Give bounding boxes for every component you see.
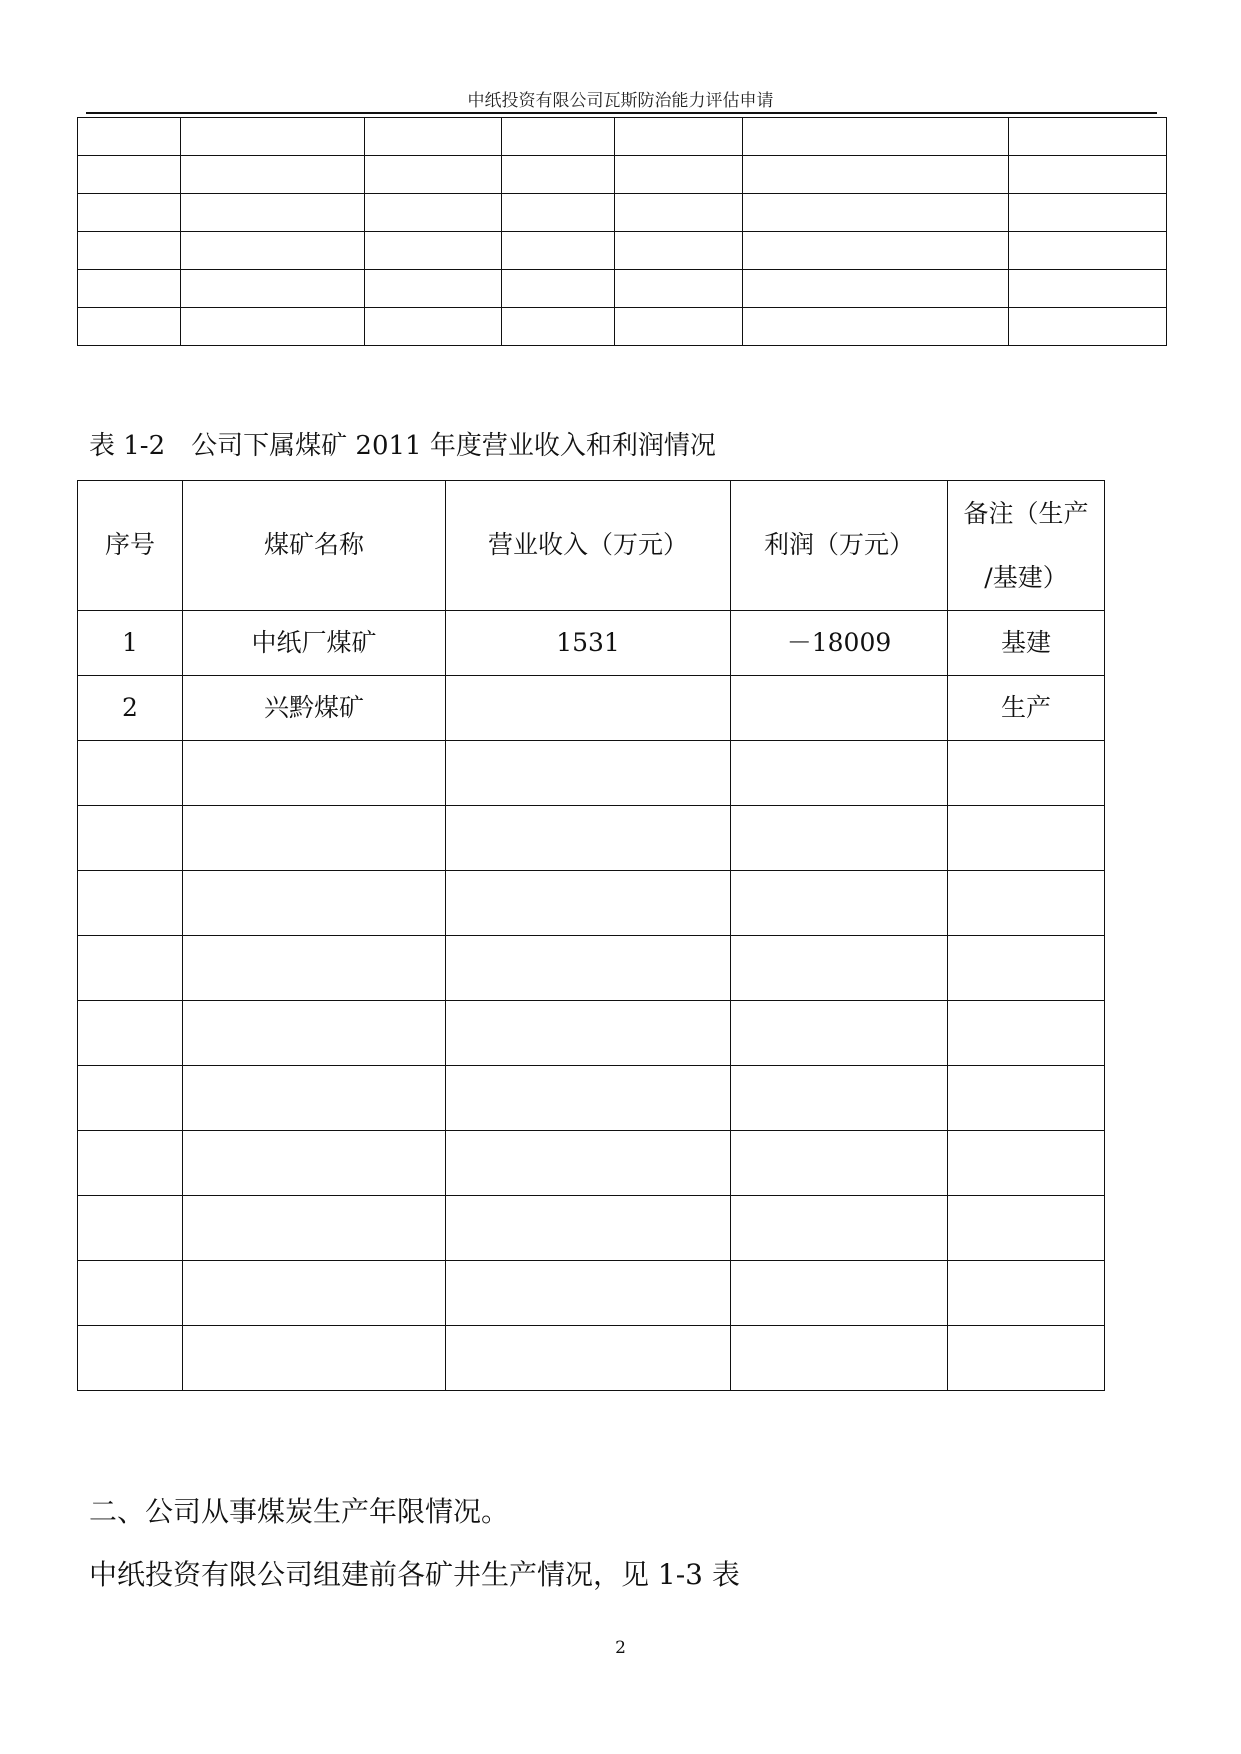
- empty-table-row: [78, 1001, 1105, 1066]
- table-row: [78, 611, 1105, 676]
- empty-cell: [183, 741, 446, 806]
- empty-cell: [731, 1066, 948, 1131]
- empty-cell: [615, 194, 743, 232]
- table-row: [78, 676, 1105, 741]
- empty-cell: [183, 1001, 446, 1066]
- empty-cell: [78, 118, 181, 156]
- empty-cell: [948, 1131, 1105, 1196]
- empty-cell: [78, 806, 183, 871]
- header-remark-line2: /基建）: [984, 562, 1068, 592]
- empty-table-row: [78, 1326, 1105, 1391]
- cell-profit: －18009: [731, 611, 948, 676]
- empty-cell: [731, 741, 948, 806]
- cell-remark: 生产: [948, 676, 1105, 741]
- cell-index: 2: [78, 676, 183, 741]
- empty-cell: [948, 741, 1105, 806]
- empty-cell: [78, 1196, 183, 1261]
- empty-table-row: [78, 308, 1167, 346]
- empty-cell: [183, 1326, 446, 1391]
- empty-cell: [183, 806, 446, 871]
- empty-cell: [948, 871, 1105, 936]
- empty-cell: [365, 270, 502, 308]
- empty-cell: [731, 806, 948, 871]
- empty-cell: [502, 118, 615, 156]
- empty-cell: [181, 270, 365, 308]
- header-profit: 利润（万元）: [731, 481, 948, 611]
- cell-profit: [731, 676, 948, 741]
- empty-cell: [183, 1196, 446, 1261]
- empty-cell: [78, 156, 181, 194]
- page-number: 2: [615, 1638, 626, 1658]
- empty-cell: [743, 194, 1009, 232]
- empty-cell: [948, 1326, 1105, 1391]
- revenue-profit-table: [77, 480, 1105, 1391]
- empty-table-row: [78, 270, 1167, 308]
- empty-cell: [446, 1261, 731, 1326]
- empty-cell: [1009, 194, 1167, 232]
- empty-cell: [731, 1196, 948, 1261]
- empty-cell: [731, 1261, 948, 1326]
- empty-cell: [743, 232, 1009, 270]
- page-header-title: 中纸投资有限公司瓦斯防治能力评估申请: [467, 91, 774, 111]
- empty-cell: [743, 308, 1009, 346]
- header-remark: [948, 481, 1105, 611]
- empty-cell: [78, 232, 181, 270]
- table-header-row: [78, 481, 1105, 611]
- empty-table-row: [78, 1131, 1105, 1196]
- empty-cell: [446, 1326, 731, 1391]
- empty-cell: [743, 156, 1009, 194]
- empty-cell: [78, 871, 183, 936]
- empty-cell: [78, 308, 181, 346]
- cell-mine-name: 中纸厂煤矿: [183, 611, 446, 676]
- empty-cell: [502, 194, 615, 232]
- empty-cell: [1009, 308, 1167, 346]
- empty-cell: [183, 936, 446, 1001]
- empty-cell: [78, 1131, 183, 1196]
- empty-cell: [183, 1131, 446, 1196]
- empty-cell: [183, 871, 446, 936]
- table-caption: 表 1-2 公司下属煤矿 2011 年度营业收入和利润情况: [89, 431, 716, 461]
- empty-table-row: [78, 1066, 1105, 1131]
- empty-cell: [181, 118, 365, 156]
- empty-cell: [78, 270, 181, 308]
- empty-cell: [183, 1261, 446, 1326]
- empty-table-row: [78, 156, 1167, 194]
- empty-table-row: [78, 1261, 1105, 1326]
- empty-cell: [78, 1066, 183, 1131]
- empty-cell: [948, 1261, 1105, 1326]
- empty-cell: [615, 270, 743, 308]
- header-mine-name: 煤矿名称: [183, 481, 446, 611]
- empty-cell: [1009, 156, 1167, 194]
- empty-cell: [731, 936, 948, 1001]
- empty-cell: [78, 936, 183, 1001]
- empty-cell: [502, 270, 615, 308]
- empty-cell: [743, 118, 1009, 156]
- empty-cell: [948, 936, 1105, 1001]
- empty-cell: [948, 1001, 1105, 1066]
- empty-table-row: [78, 232, 1167, 270]
- empty-cell: [446, 1001, 731, 1066]
- header-index: 序号: [78, 481, 183, 611]
- empty-cell: [78, 741, 183, 806]
- empty-cell: [181, 156, 365, 194]
- empty-cell: [365, 194, 502, 232]
- cell-index: 1: [78, 611, 183, 676]
- cell-revenue: 1531: [446, 611, 731, 676]
- cell-revenue: [446, 676, 731, 741]
- empty-cell: [78, 194, 181, 232]
- empty-cell: [1009, 270, 1167, 308]
- empty-table-row: [78, 806, 1105, 871]
- empty-cell: [615, 118, 743, 156]
- empty-cell: [446, 1131, 731, 1196]
- empty-cell: [615, 308, 743, 346]
- empty-cell: [502, 156, 615, 194]
- empty-table-row: [78, 741, 1105, 806]
- empty-cell: [948, 806, 1105, 871]
- empty-cell: [183, 1066, 446, 1131]
- empty-table-row: [78, 194, 1167, 232]
- section-paragraph: 中纸投资有限公司组建前各矿井生产情况，见 1-3 表: [89, 1558, 740, 1591]
- empty-cell: [365, 308, 502, 346]
- empty-cell: [948, 1066, 1105, 1131]
- empty-cell: [1009, 232, 1167, 270]
- empty-cell: [731, 1326, 948, 1391]
- continued-table: [77, 117, 1167, 346]
- empty-cell: [743, 270, 1009, 308]
- empty-cell: [502, 232, 615, 270]
- cell-mine-name: 兴黔煤矿: [183, 676, 446, 741]
- empty-cell: [1009, 118, 1167, 156]
- empty-cell: [446, 1196, 731, 1261]
- empty-cell: [181, 232, 365, 270]
- empty-cell: [365, 232, 502, 270]
- empty-cell: [615, 232, 743, 270]
- section-heading: 二、公司从事煤炭生产年限情况。: [89, 1495, 510, 1528]
- empty-cell: [365, 118, 502, 156]
- empty-cell: [78, 1261, 183, 1326]
- empty-cell: [731, 871, 948, 936]
- empty-cell: [446, 871, 731, 936]
- header-rule: [86, 112, 1157, 114]
- empty-cell: [446, 1066, 731, 1131]
- empty-table-row: [78, 936, 1105, 1001]
- empty-cell: [446, 936, 731, 1001]
- empty-cell: [615, 156, 743, 194]
- header-remark-line1: 备注（生产: [963, 498, 1089, 528]
- empty-cell: [365, 156, 502, 194]
- empty-table-row: [78, 1196, 1105, 1261]
- empty-cell: [731, 1001, 948, 1066]
- header-revenue: 营业收入（万元）: [446, 481, 731, 611]
- empty-cell: [446, 806, 731, 871]
- empty-cell: [948, 1196, 1105, 1261]
- empty-cell: [446, 741, 731, 806]
- empty-cell: [502, 308, 615, 346]
- empty-table-row: [78, 871, 1105, 936]
- empty-table-row: [78, 118, 1167, 156]
- empty-cell: [731, 1131, 948, 1196]
- cell-remark: 基建: [948, 611, 1105, 676]
- empty-cell: [78, 1001, 183, 1066]
- empty-cell: [181, 308, 365, 346]
- empty-cell: [181, 194, 365, 232]
- empty-cell: [78, 1326, 183, 1391]
